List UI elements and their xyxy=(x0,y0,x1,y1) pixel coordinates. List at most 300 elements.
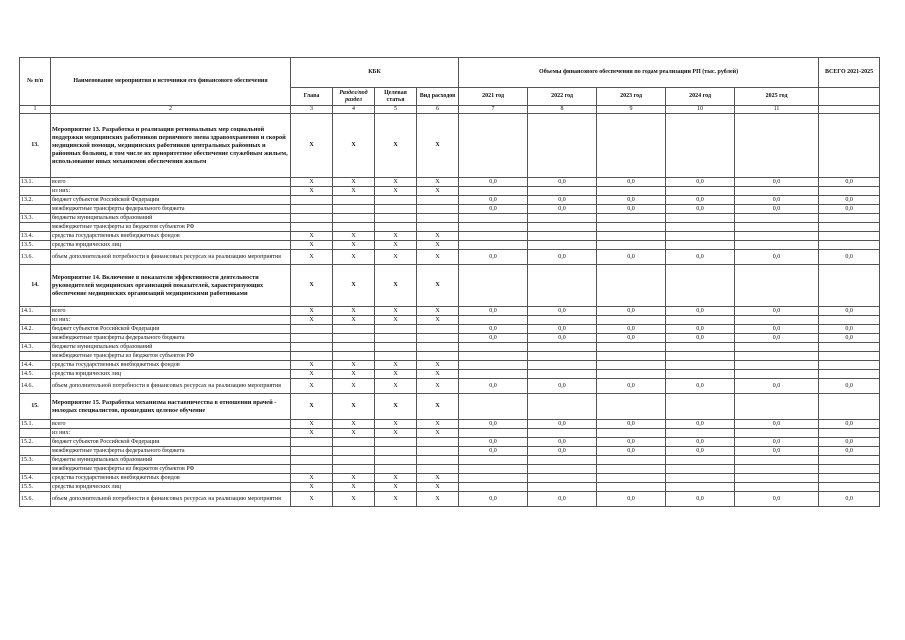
kbk-cell xyxy=(375,438,417,447)
value-cell: 0,0 xyxy=(597,250,666,265)
value-cell xyxy=(528,370,597,379)
value-cell xyxy=(666,429,735,438)
measure-row xyxy=(20,265,880,307)
kbk-cell xyxy=(333,447,375,456)
row-number: 15.4. xyxy=(20,474,51,483)
kbk-cell: X xyxy=(417,492,459,507)
value-cell: 0,0 xyxy=(666,420,735,429)
kbk-cell: X xyxy=(333,250,375,265)
col-number: 10 xyxy=(666,106,735,114)
value-cell xyxy=(528,429,597,438)
row-name: из них: xyxy=(51,187,291,196)
value-cell xyxy=(666,474,735,483)
col-number: 4 xyxy=(333,106,375,114)
value-cell xyxy=(459,241,528,250)
kbk-x-mark: X xyxy=(417,394,459,420)
value-cell xyxy=(597,474,666,483)
measure-row xyxy=(20,114,880,178)
kbk-cell: X xyxy=(375,187,417,196)
value-cell xyxy=(528,223,597,232)
row-name: бюджет субъектов Российской Федерации xyxy=(51,325,291,334)
year-header-2022: 2022 год xyxy=(528,88,597,106)
value-cell: 0,0 xyxy=(819,379,880,394)
value-cell: 0,0 xyxy=(666,178,735,187)
value-cell: 0,0 xyxy=(735,196,819,205)
value-cell xyxy=(666,456,735,465)
kbk-cell xyxy=(333,205,375,214)
value-cell: 0,0 xyxy=(459,196,528,205)
value-cell: 0,0 xyxy=(528,205,597,214)
value-cell xyxy=(597,429,666,438)
value-cell xyxy=(666,352,735,361)
kbk-cell: X xyxy=(291,232,333,241)
row-name: межбюджетные трансферты федерального бюджета xyxy=(51,205,291,214)
value-cell xyxy=(597,241,666,250)
kbk-cell: X xyxy=(375,483,417,492)
kbk-cell: X xyxy=(375,474,417,483)
value-cell xyxy=(528,232,597,241)
value-cell xyxy=(528,316,597,325)
value-cell xyxy=(819,456,880,465)
value-cell xyxy=(597,265,666,307)
kbk-cell xyxy=(333,465,375,474)
row-name: средства юридических лиц xyxy=(51,241,291,250)
value-cell xyxy=(459,370,528,379)
value-cell: 0,0 xyxy=(528,438,597,447)
col-number xyxy=(819,106,880,114)
row-name: средства государственных внебюджетных фондов xyxy=(51,361,291,370)
kbk-cell: X xyxy=(375,429,417,438)
row-name: межбюджетные трансферты из бюджетов субъектов РФ xyxy=(51,465,291,474)
row-number: 13.5. xyxy=(20,241,51,250)
value-cell: 0,0 xyxy=(819,492,880,507)
value-cell xyxy=(597,456,666,465)
kbk-cell: X xyxy=(417,232,459,241)
kbk-cell: X xyxy=(291,361,333,370)
kbk-cell: X xyxy=(417,429,459,438)
value-cell xyxy=(597,232,666,241)
value-cell xyxy=(819,370,880,379)
funding-source-row xyxy=(20,343,880,352)
kbk-cell: X xyxy=(333,370,375,379)
row-name: межбюджетные трансферты из бюджетов субъектов РФ xyxy=(51,223,291,232)
kbk-cell xyxy=(417,438,459,447)
kbk-cell: X xyxy=(417,250,459,265)
value-cell xyxy=(819,223,880,232)
value-cell xyxy=(735,361,819,370)
value-cell xyxy=(597,370,666,379)
kbk-cell: X xyxy=(291,178,333,187)
value-cell: 0,0 xyxy=(528,325,597,334)
kbk-x-mark: X xyxy=(375,114,417,178)
value-cell xyxy=(666,114,735,178)
row-number xyxy=(20,465,51,474)
value-cell: 0,0 xyxy=(597,420,666,429)
row-number: 14.5. xyxy=(20,370,51,379)
value-cell: 0,0 xyxy=(819,325,880,334)
funding-source-row xyxy=(20,250,880,265)
kbk-cell xyxy=(417,334,459,343)
value-cell: 0,0 xyxy=(597,307,666,316)
value-cell xyxy=(819,361,880,370)
row-number xyxy=(20,429,51,438)
kbk-cell xyxy=(417,465,459,474)
kbk-x-mark: X xyxy=(291,265,333,307)
value-cell xyxy=(459,343,528,352)
kbk-cell: X xyxy=(333,187,375,196)
value-cell: 0,0 xyxy=(528,307,597,316)
value-cell: 0,0 xyxy=(597,178,666,187)
row-number: 13.6. xyxy=(20,250,51,265)
value-cell: 0,0 xyxy=(528,492,597,507)
value-cell: 0,0 xyxy=(528,334,597,343)
row-name: средства юридических лиц xyxy=(51,483,291,492)
value-cell: 0,0 xyxy=(528,447,597,456)
kbk-cell: X xyxy=(333,379,375,394)
value-cell xyxy=(597,223,666,232)
value-cell: 0,0 xyxy=(735,307,819,316)
value-cell xyxy=(666,343,735,352)
header-row-1 xyxy=(20,58,880,88)
value-cell: 0,0 xyxy=(459,492,528,507)
value-cell xyxy=(597,187,666,196)
row-name: из них: xyxy=(51,316,291,325)
value-cell xyxy=(819,214,880,223)
kbk-cell: X xyxy=(333,429,375,438)
value-cell xyxy=(459,456,528,465)
kbk-cell xyxy=(291,456,333,465)
row-name: средства государственных внебюджетных фондов xyxy=(51,474,291,483)
value-cell: 0,0 xyxy=(459,438,528,447)
volumes-header: Объемы финансового обеспечения по годам реализации РП (тыс. рублей) xyxy=(459,58,819,88)
kbk-cell xyxy=(333,325,375,334)
kbk-header: КБК xyxy=(291,58,459,88)
funding-source-row xyxy=(20,178,880,187)
value-cell: 0,0 xyxy=(666,447,735,456)
value-cell xyxy=(666,232,735,241)
value-cell: 0,0 xyxy=(735,178,819,187)
kbk-cell xyxy=(291,325,333,334)
kbk-cell: X xyxy=(375,379,417,394)
kbk-cell: X xyxy=(333,420,375,429)
kbk-cell xyxy=(333,352,375,361)
kbk-cell: X xyxy=(417,307,459,316)
value-cell: 0,0 xyxy=(597,379,666,394)
value-cell: 0,0 xyxy=(819,447,880,456)
value-cell xyxy=(459,114,528,178)
row-number: 14.2. xyxy=(20,325,51,334)
value-cell xyxy=(819,343,880,352)
value-cell: 0,0 xyxy=(459,325,528,334)
value-cell xyxy=(459,265,528,307)
value-cell xyxy=(528,114,597,178)
value-cell: 0,0 xyxy=(459,307,528,316)
value-cell: 0,0 xyxy=(459,420,528,429)
kbk-cell xyxy=(333,334,375,343)
row-number xyxy=(20,447,51,456)
kbk-cell xyxy=(333,456,375,465)
value-cell: 0,0 xyxy=(735,438,819,447)
kbk-cell xyxy=(291,343,333,352)
col-number: 7 xyxy=(459,106,528,114)
row-name: всего xyxy=(51,307,291,316)
row-number xyxy=(20,223,51,232)
value-cell: 0,0 xyxy=(666,438,735,447)
value-cell xyxy=(735,241,819,250)
value-cell xyxy=(528,474,597,483)
kbk-cell: X xyxy=(291,250,333,265)
kbk-cell: X xyxy=(291,370,333,379)
kbk-x-mark: X xyxy=(291,394,333,420)
vid-header: Вид расходов xyxy=(417,88,459,106)
funding-source-row xyxy=(20,465,880,474)
column-numbers-row xyxy=(20,106,880,114)
value-cell: 0,0 xyxy=(735,492,819,507)
funding-source-row xyxy=(20,325,880,334)
kbk-cell xyxy=(375,352,417,361)
year-header-2024: 2024 год xyxy=(666,88,735,106)
value-cell xyxy=(819,394,880,420)
value-cell: 0,0 xyxy=(735,334,819,343)
value-cell: 0,0 xyxy=(597,325,666,334)
kbk-cell: X xyxy=(417,474,459,483)
kbk-cell xyxy=(417,325,459,334)
value-cell: 0,0 xyxy=(666,379,735,394)
value-cell: 0,0 xyxy=(819,438,880,447)
kbk-cell: X xyxy=(291,420,333,429)
funding-source-row xyxy=(20,474,880,483)
value-cell xyxy=(666,214,735,223)
row-number: 15.5. xyxy=(20,483,51,492)
row-name: бюджеты муниципальных образований xyxy=(51,214,291,223)
value-cell xyxy=(666,483,735,492)
measure-number: 13. xyxy=(20,114,51,178)
kbk-cell: X xyxy=(333,178,375,187)
value-cell xyxy=(735,352,819,361)
kbk-cell xyxy=(375,196,417,205)
value-cell: 0,0 xyxy=(597,196,666,205)
funding-source-row xyxy=(20,205,880,214)
kbk-x-mark: X xyxy=(333,114,375,178)
row-name: бюджеты муниципальных образований xyxy=(51,456,291,465)
value-cell xyxy=(528,187,597,196)
value-cell xyxy=(819,483,880,492)
funding-source-row xyxy=(20,223,880,232)
value-cell: 0,0 xyxy=(459,379,528,394)
value-cell xyxy=(597,361,666,370)
value-cell: 0,0 xyxy=(666,205,735,214)
value-cell xyxy=(666,370,735,379)
kbk-cell xyxy=(333,438,375,447)
value-cell xyxy=(528,465,597,474)
value-cell xyxy=(597,394,666,420)
row-number: 13.2. xyxy=(20,196,51,205)
value-cell: 0,0 xyxy=(528,379,597,394)
value-cell xyxy=(819,241,880,250)
value-cell: 0,0 xyxy=(597,492,666,507)
value-cell xyxy=(819,316,880,325)
row-number: 13.1. xyxy=(20,178,51,187)
value-cell: 0,0 xyxy=(666,325,735,334)
value-cell xyxy=(528,343,597,352)
value-cell xyxy=(459,394,528,420)
kbk-cell: X xyxy=(375,232,417,241)
kbk-cell: X xyxy=(417,420,459,429)
measure-number: 14. xyxy=(20,265,51,307)
row-number xyxy=(20,352,51,361)
kbk-cell: X xyxy=(417,178,459,187)
value-cell xyxy=(819,474,880,483)
funding-source-row xyxy=(20,447,880,456)
kbk-cell: X xyxy=(375,361,417,370)
kbk-cell xyxy=(375,205,417,214)
value-cell xyxy=(735,474,819,483)
row-name: объем дополнительной потребности в финансовых ресурсах на реализацию мероприятия xyxy=(51,379,291,394)
kbk-cell: X xyxy=(291,316,333,325)
kbk-x-mark: X xyxy=(417,265,459,307)
row-name: средства государственных внебюджетных фондов xyxy=(51,232,291,241)
kbk-cell xyxy=(333,343,375,352)
value-cell: 0,0 xyxy=(528,250,597,265)
funding-source-row xyxy=(20,316,880,325)
value-cell: 0,0 xyxy=(666,250,735,265)
value-cell: 0,0 xyxy=(459,447,528,456)
financing-table xyxy=(19,57,880,507)
value-cell: 0,0 xyxy=(528,420,597,429)
kbk-x-mark: X xyxy=(333,265,375,307)
kbk-cell xyxy=(417,223,459,232)
value-cell xyxy=(735,187,819,196)
kbk-cell xyxy=(333,214,375,223)
value-cell: 0,0 xyxy=(735,205,819,214)
col-number: 5 xyxy=(375,106,417,114)
kbk-cell: X xyxy=(417,316,459,325)
kbk-cell: X xyxy=(333,361,375,370)
value-cell: 0,0 xyxy=(735,250,819,265)
row-name: объем дополнительной потребности в финансовых ресурсах на реализацию мероприятия xyxy=(51,250,291,265)
value-cell: 0,0 xyxy=(459,205,528,214)
funding-source-row xyxy=(20,334,880,343)
value-cell: 0,0 xyxy=(528,196,597,205)
kbk-cell: X xyxy=(417,361,459,370)
value-cell xyxy=(528,361,597,370)
row-name: средства юридических лиц xyxy=(51,370,291,379)
row-number xyxy=(20,316,51,325)
value-cell: 0,0 xyxy=(666,196,735,205)
value-cell xyxy=(528,265,597,307)
value-cell xyxy=(459,223,528,232)
value-cell xyxy=(528,214,597,223)
value-cell xyxy=(459,214,528,223)
value-cell: 0,0 xyxy=(735,325,819,334)
kbk-cell xyxy=(291,352,333,361)
measure-title: Мероприятие 14. Включение в показатели эффективности деятельности руководителей медицинских организаций показателей, характеризующих обеспечение медицинских организаций медицинскими работниками xyxy=(51,265,291,307)
year-header-2021: 2021 год xyxy=(459,88,528,106)
value-cell xyxy=(459,483,528,492)
kbk-cell xyxy=(375,325,417,334)
total-header: ВСЕГО 2021-2025 xyxy=(819,58,880,88)
kbk-x-mark: X xyxy=(375,394,417,420)
value-cell xyxy=(735,483,819,492)
kbk-cell: X xyxy=(291,474,333,483)
kbk-x-mark: X xyxy=(375,265,417,307)
value-cell xyxy=(819,232,880,241)
value-cell xyxy=(597,114,666,178)
kbk-cell xyxy=(291,438,333,447)
kbk-cell: X xyxy=(333,474,375,483)
funding-source-row xyxy=(20,232,880,241)
value-cell xyxy=(459,465,528,474)
kbk-cell: X xyxy=(333,316,375,325)
value-cell: 0,0 xyxy=(735,379,819,394)
kbk-cell: X xyxy=(375,241,417,250)
funding-source-row xyxy=(20,370,880,379)
value-cell xyxy=(666,241,735,250)
value-cell xyxy=(735,465,819,474)
measure-title: Мероприятие 15. Разработка механизма наставничества в отношении врачей - молодых специалистов, прошедших целевое обучение xyxy=(51,394,291,420)
value-cell: 0,0 xyxy=(597,447,666,456)
row-name: бюджет субъектов Российской Федерации xyxy=(51,196,291,205)
row-number xyxy=(20,187,51,196)
value-cell: 0,0 xyxy=(666,492,735,507)
kbk-cell: X xyxy=(375,307,417,316)
value-cell xyxy=(819,114,880,178)
kbk-cell: X xyxy=(291,429,333,438)
funding-source-row xyxy=(20,241,880,250)
value-cell xyxy=(459,352,528,361)
value-cell xyxy=(735,232,819,241)
value-cell xyxy=(666,316,735,325)
funding-source-row xyxy=(20,429,880,438)
funding-source-row xyxy=(20,492,880,507)
kbk-cell xyxy=(375,223,417,232)
value-cell: 0,0 xyxy=(819,205,880,214)
measure-number: 15. xyxy=(20,394,51,420)
funding-source-row xyxy=(20,214,880,223)
kbk-cell xyxy=(375,447,417,456)
row-number: 14.3. xyxy=(20,343,51,352)
row-number xyxy=(20,205,51,214)
value-cell: 0,0 xyxy=(597,205,666,214)
kbk-cell: X xyxy=(291,241,333,250)
kbk-cell: X xyxy=(333,241,375,250)
value-cell xyxy=(666,394,735,420)
row-name: межбюджетные трансферты федерального бюджета xyxy=(51,334,291,343)
kbk-cell: X xyxy=(417,379,459,394)
kbk-cell: X xyxy=(375,492,417,507)
row-name: из них: xyxy=(51,429,291,438)
funding-source-row xyxy=(20,307,880,316)
kbk-x-mark: X xyxy=(417,114,459,178)
funding-source-row xyxy=(20,352,880,361)
value-cell xyxy=(666,361,735,370)
row-number: 14.4. xyxy=(20,361,51,370)
kbk-cell xyxy=(333,196,375,205)
value-cell xyxy=(528,394,597,420)
value-cell: 0,0 xyxy=(459,334,528,343)
kbk-cell: X xyxy=(417,370,459,379)
funding-source-row xyxy=(20,456,880,465)
value-cell xyxy=(597,316,666,325)
value-cell xyxy=(666,187,735,196)
kbk-cell xyxy=(291,196,333,205)
kbk-cell: X xyxy=(375,370,417,379)
row-name: бюджет субъектов Российской Федерации xyxy=(51,438,291,447)
kbk-cell: X xyxy=(333,492,375,507)
kbk-cell: X xyxy=(375,316,417,325)
value-cell xyxy=(528,241,597,250)
kbk-cell xyxy=(291,223,333,232)
